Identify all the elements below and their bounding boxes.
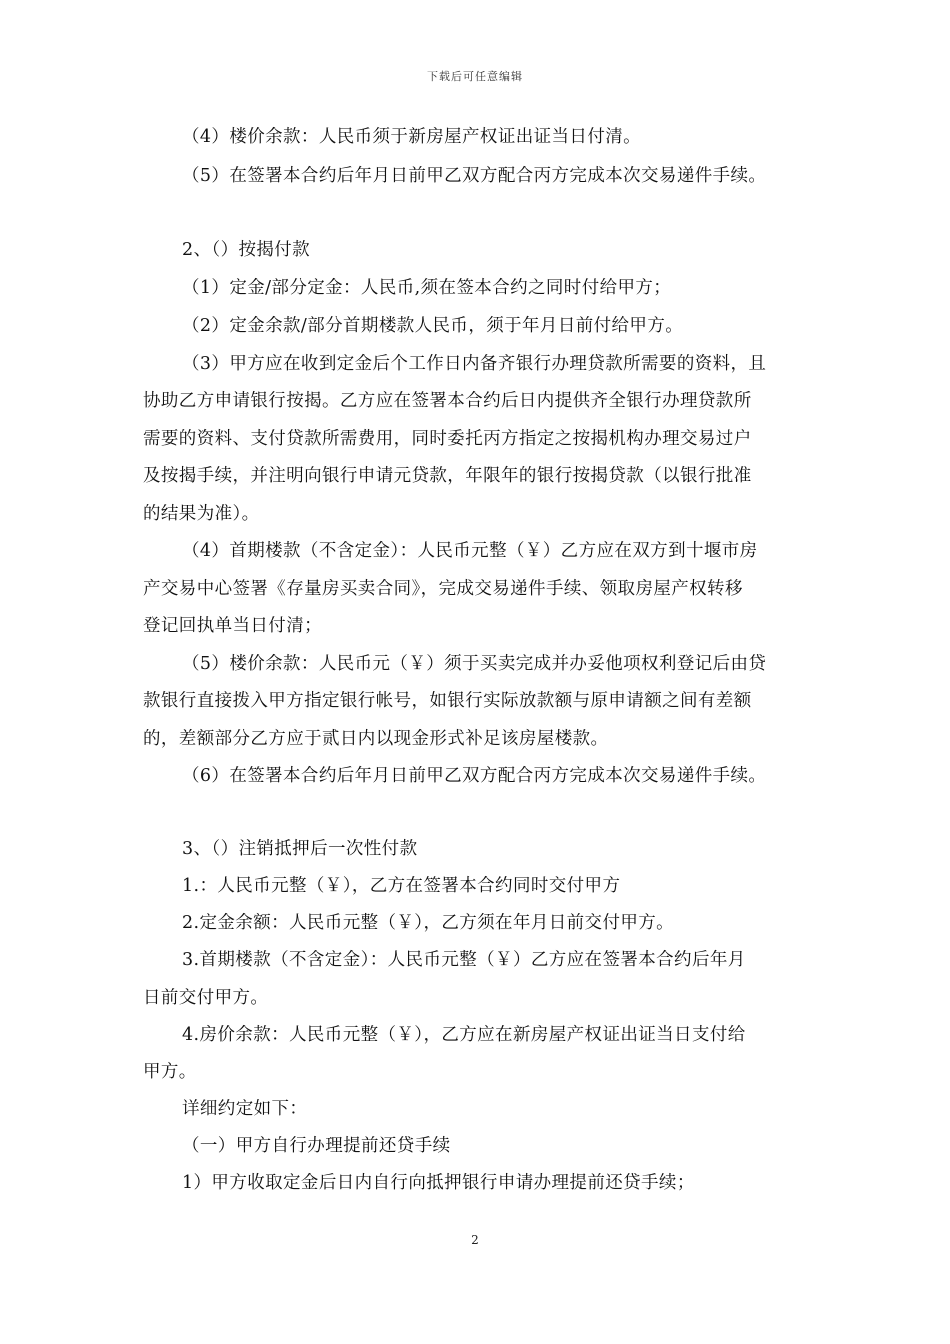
paragraph-line: 的，差额部分乙方应于贰日内以现金形式补足该房屋楼款。 <box>143 729 609 749</box>
paragraph-line: 款银行直接拨入甲方指定银行帐号，如银行实际放款额与原申请额之间有差额 <box>143 691 752 711</box>
section-heading: 3、（）注销抵押后一次性付款 <box>182 839 418 859</box>
page-number: 2 <box>471 1233 479 1247</box>
paragraph-line: （一）甲方自行办理提前还贷手续 <box>182 1136 451 1156</box>
paragraph-line: 4.房价余款：人民币元整（￥），乙方应在新房屋产权证出证当日支付给 <box>182 1025 746 1045</box>
paragraph-line: 协助乙方申请银行按揭。乙方应在签署本合约后日内提供齐全银行办理贷款所 <box>143 391 752 411</box>
paragraph-line: （4）楼价余款：人民币须于新房屋产权证出证当日付清。 <box>182 127 642 147</box>
paragraph-line: 1）甲方收取定金后日内自行向抵押银行申请办理提前还贷手续； <box>182 1173 695 1193</box>
paragraph-line: 及按揭手续，并注明向银行申请元贷款，年限年的银行按揭贷款（以银行批准 <box>143 466 752 486</box>
paragraph-line: （4）首期楼款（不含定金）：人民币元整（￥）乙方应在双方到十堰市房 <box>182 541 758 561</box>
section-heading: 2、（）按揭付款 <box>182 240 311 260</box>
paragraph-line: 1.：人民币元整（￥），乙方在签署本合约同时交付甲方 <box>182 876 621 896</box>
page-header: 下载后可任意编辑 <box>427 70 523 83</box>
paragraph-line: （2）定金余款/部分首期楼款人民币，须于年月日前付给甲方。 <box>182 316 684 336</box>
paragraph-line: （3）甲方应在收到定金后个工作日内备齐银行办理贷款所需要的资料，且 <box>182 354 767 374</box>
paragraph-line: 日前交付甲方。 <box>143 988 269 1008</box>
paragraph-line: 甲方。 <box>143 1062 197 1082</box>
paragraph-line: 详细约定如下： <box>182 1099 308 1119</box>
paragraph-line: 产交易中心签署《存量房买卖合同》，完成交易递件手续、领取房屋产权转移 <box>143 579 743 599</box>
paragraph-line: （5）在签署本合约后年月日前甲乙双方配合丙方完成本次交易递件手续。 <box>182 166 767 186</box>
paragraph-line: 2.定金余额：人民币元整（￥），乙方须在年月日前交付甲方。 <box>182 913 675 933</box>
paragraph-line: 的结果为准）。 <box>143 504 260 524</box>
paragraph-line: （6）在签署本合约后年月日前甲乙双方配合丙方完成本次交易递件手续。 <box>182 766 767 786</box>
paragraph-line: 需要的资料、支付贷款所需费用，同时委托丙方指定之按揭机构办理交易过户 <box>143 429 752 449</box>
paragraph-line: 3.首期楼款（不含定金）：人民币元整（￥）乙方应在签署本合约后年月 <box>182 950 746 970</box>
paragraph-line: （1）定金/部分定金：人民币,须在签本合约之同时付给甲方； <box>182 278 672 298</box>
paragraph-line: （5）楼价余款：人民币元（￥）须于买卖完成并办妥他项权利登记后由贷 <box>182 654 767 674</box>
paragraph-line: 登记回执单当日付清； <box>143 616 322 636</box>
